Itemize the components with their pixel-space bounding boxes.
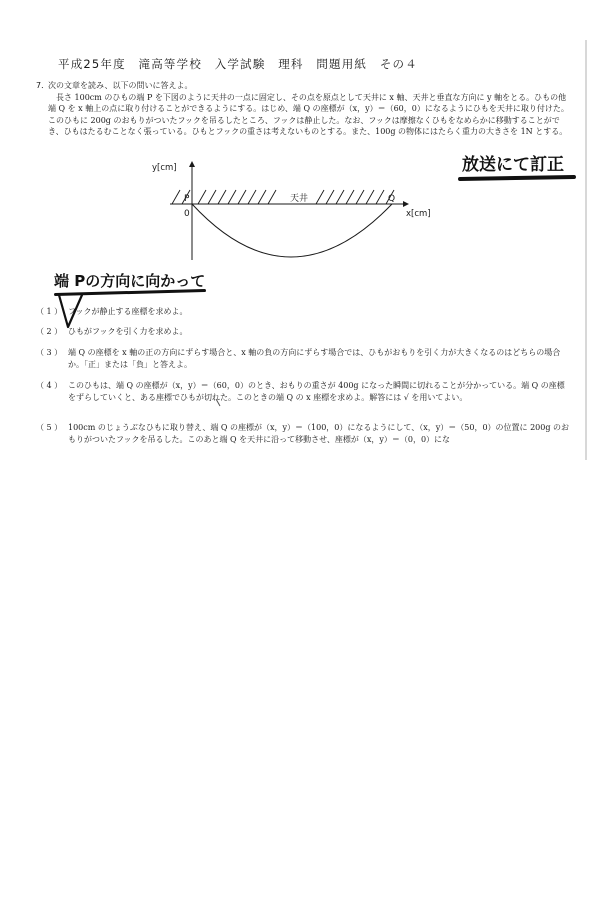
subquestion-text: 端 Q の座標を x 軸の正の方向にずらす場合と、x 軸の負の方向にずらす場合では、ひもがおもりを引く力が大きくなるのはどちらの場合か。「正」または「負」と答えよ。: [68, 348, 561, 369]
subquestion-label: （ 2 ）: [36, 327, 63, 336]
origin-label: 0: [184, 209, 190, 219]
subquestion-label: （ 5 ）: [36, 423, 63, 432]
hanging-string: [192, 204, 392, 257]
subquestion-5: [36, 422, 571, 446]
subquestion-text: ひもがフックを引く力を求めよ。: [68, 327, 188, 336]
subquestion-text: 100cm のじょうぶなひもに取り替え、端 Q の座標が（x，y）＝（100，0）になるようにして、（x，y）＝（50，0）の位置に 200g のおもりがついたフックを吊るした。このあと端 Q を天井に沿って移動させ、座標が（x，y）＝（0，0）にな: [68, 423, 570, 444]
page-edge: [585, 40, 587, 460]
handwritten-correction-note: 放送にて訂正: [462, 155, 564, 175]
question-number: 7．: [36, 81, 50, 90]
subquestion-1: [36, 306, 571, 318]
subquestion-label: （ 4 ）: [36, 381, 63, 390]
question-7: [36, 80, 571, 138]
ceiling-label: 天井: [290, 194, 309, 204]
subquestion-text: このひもは、端 Q の座標が（x，y）＝（60，0）のとき、おもりの重さが 400g になった瞬間に切れることが分かっている。端 Q の座標をずらしていくと、ある座標でひもが切れた。このときの端 Q の x 座標を求めよ。解答には √ を用いてよい。: [68, 381, 565, 402]
ceiling-string-diagram: [140, 150, 440, 270]
y-axis-label: y[cm]: [152, 163, 177, 173]
subquestion-label: （ 3 ）: [36, 348, 63, 357]
question-intro: 次の文章を読み、以下の問いに答えよ。: [48, 81, 193, 90]
subquestion-text: フックが静止する座標を求めよ。: [68, 307, 188, 316]
subquestion-3: [36, 347, 571, 370]
subquestion-label: （ 1 ）: [36, 307, 63, 316]
x-axis-label: x[cm]: [406, 209, 431, 219]
point-p-label: P: [184, 194, 190, 204]
page-header: 平成25年度 滝高等学校 入学試験 理科 問題用紙 その４: [58, 57, 418, 71]
correction-underline: [458, 175, 576, 181]
ceiling-hatching: [172, 190, 394, 204]
point-q-label: Q: [388, 194, 396, 204]
subquestion-2: [36, 326, 571, 338]
question-body: 長さ 100cm のひもの端 P を下図のように天井の一点に固定し、その点を原点として天井に x 軸、天井と垂直な方向に y 軸をとる。ひもの他端 Q を x 軸上の点に取り付けることができるようにする。はじめ、端 Q の座標が（x，y）＝（60，0）になるようにひもを天井に取り付けた。このひもに 200g のおもりがついたフックを吊るしたところ、フックは静止した。なお、フックは摩擦なくひもをなめらかに移動することができ、ひもはたるむことなく張っている。ひもとフックの重さは考えないものとする。また、100g の物体にはたらく重力の大きさを 1N とする。: [48, 92, 569, 137]
pencil-tick-icon: [215, 398, 223, 408]
scan-cutoff: [36, 444, 576, 448]
handwritten-direction-note: 端 Pの方向に向かって: [54, 272, 206, 290]
subquestion-4: [36, 380, 571, 403]
